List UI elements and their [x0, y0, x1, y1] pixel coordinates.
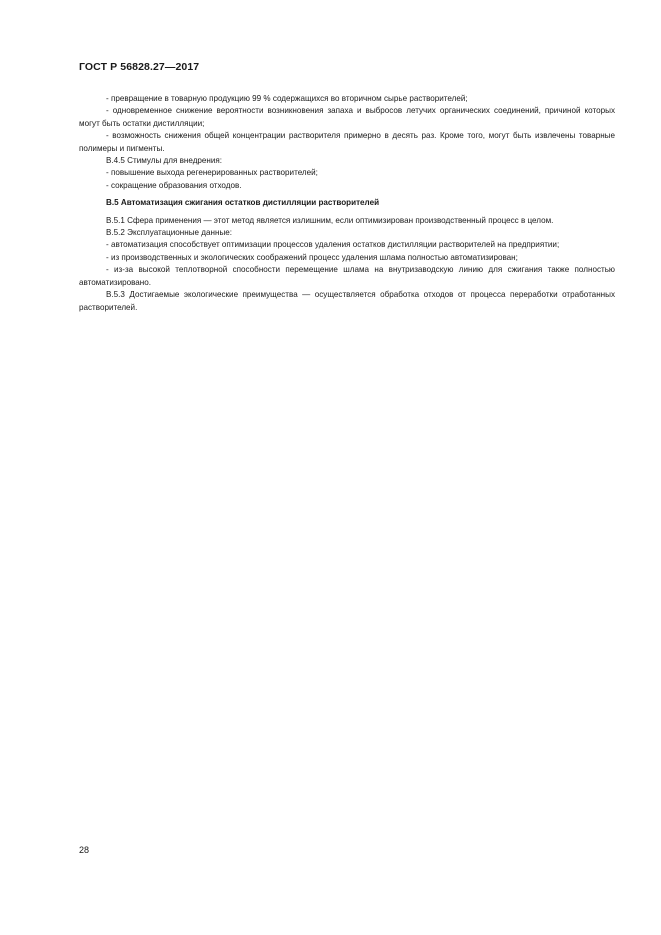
- paragraph: В.5.1 Сфера применения — этот метод является излишним, если оптимизирован производственный процесс в целом.: [106, 215, 554, 225]
- list-item: - превращение в товарную продукцию 99 % содержащихся во вторичном сырье растворителей;: [106, 94, 468, 103]
- list-item: - возможность снижения общей концентрации растворителя примерно в десять раз. Кроме того, могут быть извлечены товарные полимеры и пигменты.: [79, 131, 615, 153]
- page-number: 28: [79, 845, 90, 855]
- list-item: - сокращение образования отходов.: [106, 180, 242, 190]
- list-item: - автоматизация способствует оптимизации процессов удаления остатков дистилляции растворителей на предприятии;: [106, 240, 560, 250]
- list-item: - повышение выхода регенерированных растворителей;: [106, 168, 318, 178]
- subsection-title: В.4.5 Стимулы для внедрения:: [106, 156, 223, 166]
- document-header: ГОСТ Р 56828.27—2017: [79, 61, 200, 73]
- list-item: - из-за высокой теплотворной способности перемещение шлама на внутризаводскую линию для сжигания также полностью автоматизировано.: [79, 265, 615, 287]
- paragraph: В.5.3 Достигаемые экологические преимущества — осуществляется обработка отходов от процесса переработки отработанных растворителей.: [79, 290, 615, 312]
- section-heading: В.5 Автоматизация сжигания остатков дистилляции растворителей: [106, 198, 380, 208]
- list-item: - одновременное снижение вероятности возникновения запаха и выбросов летучих органических соединений, причиной которых могут быть остатки дистилляции;: [79, 106, 615, 128]
- subsection-title: В.5.2 Эксплуатационные данные:: [106, 228, 233, 238]
- document-body: [79, 93, 615, 314]
- list-item: - из производственных и экологических соображений процесс удаления шлама полностью автоматизирован;: [106, 252, 518, 262]
